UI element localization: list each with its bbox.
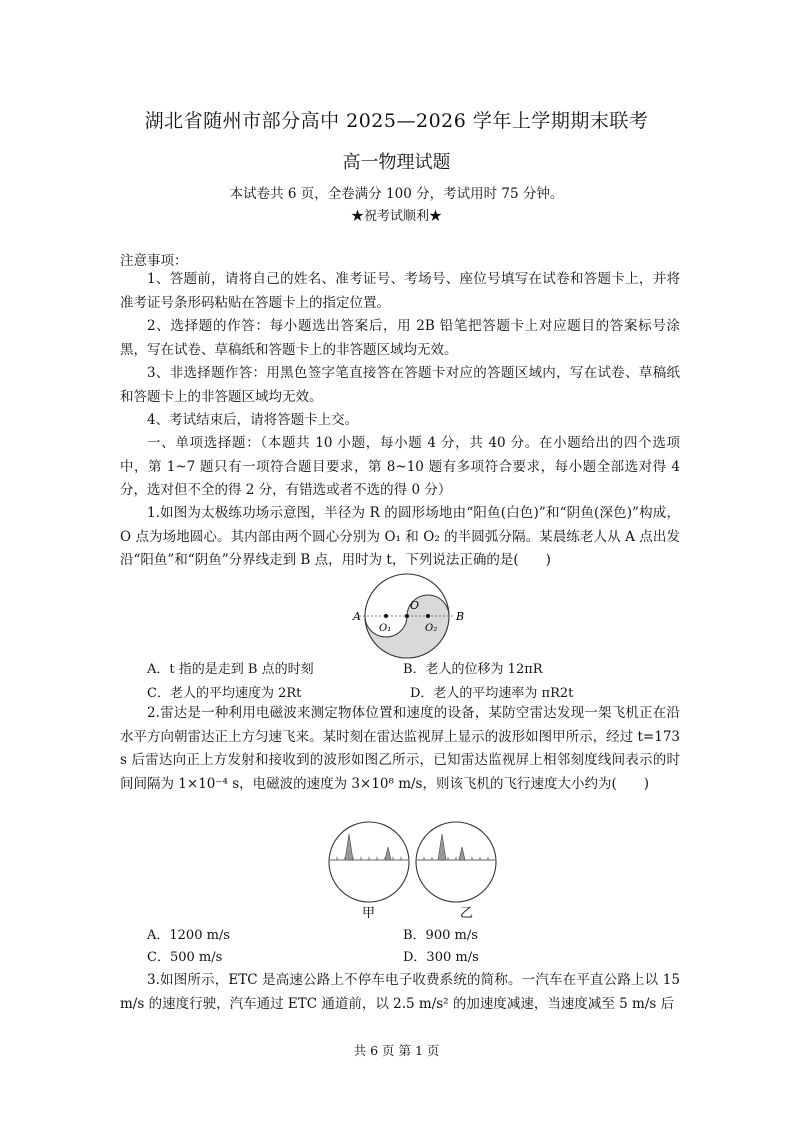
note-item-4: 4、考试结束后，请将答题卡上交。 — [147, 412, 359, 428]
notes-heading: 注意事项： — [120, 253, 188, 269]
exam-info: 本试卷共 6 页，全卷满分 100 分，考试用时 75 分钟。 — [229, 186, 564, 202]
figure-label-b: B — [456, 610, 465, 623]
page-footer: 共 6 页 第 1 页 — [353, 1043, 440, 1058]
note-item-3: 3、非选择题作答：用黑色签字笔直接答在答题卡对应的答题区域内，写在试卷、草稿纸和答题卡上的非答题区域均无效。 — [120, 365, 680, 405]
radar-figure — [325, 820, 500, 920]
figure-label-o: O — [410, 599, 420, 612]
q2-option-d: D．300 m/s — [403, 950, 479, 965]
figure-label-a: A — [353, 610, 361, 623]
q2-option-b: B．900 m/s — [403, 928, 478, 943]
q2-option-c: C．500 m/s — [147, 950, 223, 965]
note-item-1: 1、答题前，请将自己的姓名、准考证号、考场号、座位号填写在试卷和答题卡上，并将准考证号条形码粘贴在答题卡上的指定位置。 — [120, 271, 680, 311]
radar-label-left: 甲 — [362, 906, 376, 920]
exam-wish: ★祝考试顺利★ — [350, 209, 442, 224]
page-title: 湖北省随州市部分高中 2025—2026 学年上学期期末联考 — [144, 110, 649, 132]
q1-option-b: B．老人的位移为 12πR — [403, 662, 543, 677]
question-2-text: 2.雷达是一种利用电磁波来测定物体位置和速度的设备，某防空雷达发现一架飞机正在沿水平方向朝雷达正上方匀速飞来。某时刻在雷达监视屏上显示的波形如图甲所示，经过 t=173 s 后雷达向正上方发射和接收到的波形如图乙所示，已知雷达监视屏上相邻刻度线间表示的时间间隔为 1×10⁻⁴ s，电磁波的速度为 3×10⁸ m/s，则该飞机的飞行速度大小约为( ) — [120, 705, 680, 792]
question-1-text: 1.如图为太极练功场示意图，半径为 R 的圆形场地由“阳鱼(白色)”和“阴鱼(深色)”构成，O 点为场地圆心。其内部由两个圆心分别为 O₁ 和 O₂ 的半圆弧分隔。某晨练老人从 A 点出发沿“阳鱼”和“阴鱼”分界线走到 B 点，用时为 t，下列说法正确的是( ) — [120, 505, 680, 568]
figure-label-o1: O₁ — [379, 623, 392, 634]
q2-option-a: A．1200 m/s — [147, 928, 230, 943]
taiji-figure — [345, 573, 470, 663]
question-3-text: 3.如图所示，ETC 是高速公路上不停车电子收费系统的简称。一汽车在平直公路上以 15 m/s 的速度行驶，汽车通过 ETC 通道前，以 2.5 m/s² 的加速度减速，当速度减至 5 m/s 后 — [120, 972, 680, 1012]
q1-option-a: A．t 指的是走到 B 点的时刻 — [147, 662, 314, 677]
radar-label-right: 乙 — [460, 906, 474, 920]
section1-intro: 一、单项选择题：（本题共 10 小题，每小题 4 分，共 40 分。在小题给出的四个选项中，第 1~7 题只有一项符合题目要求，第 8~10 题有多项符合要求，每小题全部选对得 4 分，选对但不全的得 2 分，有错选或者不选的得 0 分） — [120, 435, 680, 498]
note-item-2: 2、选择题的作答：每小题选出答案后，用 2B 铅笔把答题卡上对应题目的答案标号涂黑，写在试卷、草稿纸和答题卡上的非答题区域均无效。 — [120, 318, 680, 358]
exam-subtitle: 高一物理试题 — [342, 152, 451, 173]
figure-label-o2: O₂ — [425, 623, 438, 634]
q1-option-d: D．老人的平均速率为 πR2t — [410, 686, 574, 701]
q1-option-c: C．老人的平均速度为 2Rt — [147, 686, 302, 701]
